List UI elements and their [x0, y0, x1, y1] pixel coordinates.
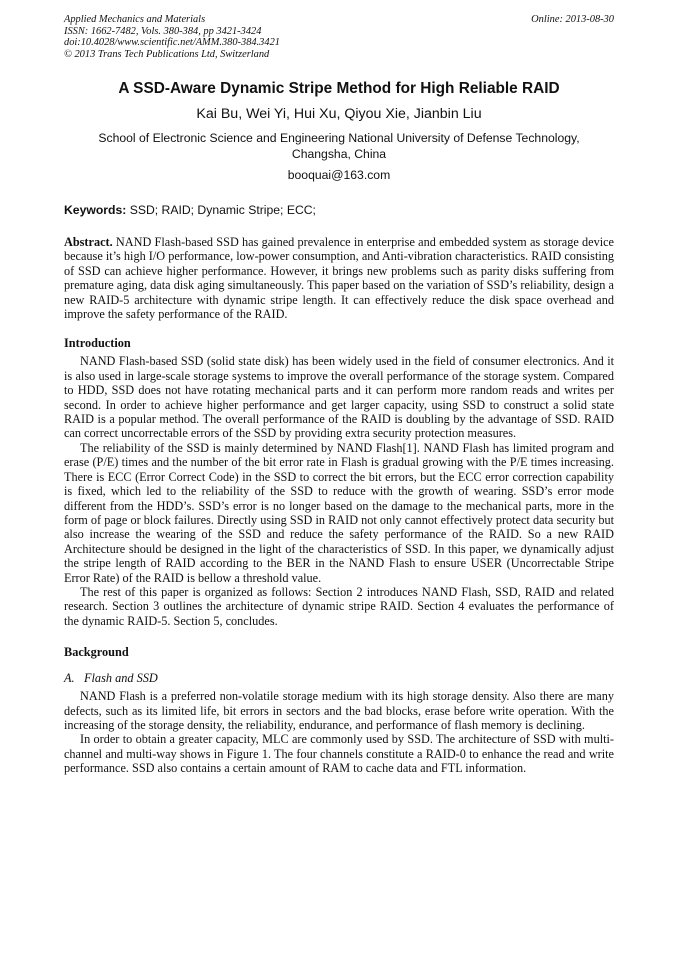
paper-title: A SSD-Aware Dynamic Stripe Method for High Reliable RAID: [118, 80, 560, 97]
affiliation-line-2: Changsha, China: [291, 147, 387, 161]
keywords-text: SSD; RAID; Dynamic Stripe; ECC;: [126, 203, 316, 217]
keywords-label: Keywords:: [64, 203, 127, 217]
online-date: Online: 2013-08-30: [531, 14, 614, 25]
abstract: [64, 235, 614, 321]
header-left: [64, 14, 280, 60]
background-heading: Background: [64, 645, 129, 660]
subsection-title: Flash and SSD: [84, 671, 158, 686]
header-meta: [64, 14, 614, 60]
author-email: booquai@163.com: [287, 168, 391, 182]
issn: ISSN: 1662-7482, Vols. 380-384, pp 3421-3424: [64, 25, 262, 37]
affiliation: [64, 130, 614, 162]
author-list: Kai Bu, Wei Yi, Hui Xu, Qiyou Xie, Jianbin Liu: [196, 106, 482, 122]
intro-paragraph: The rest of this paper is organized as follows: Section 2 introduces NAND Flash, SSD, RAID and related research. Section 3 outlines the architecture of dynamic stripe RAID. Section 4 evaluates the performance of the dynamic RAID-5. Section 5, concludes.: [64, 584, 614, 628]
abstract-label: Abstract.: [64, 235, 113, 249]
journal-name: Applied Mechanics and Materials: [64, 14, 206, 25]
background-paragraph: NAND Flash is a preferred non-volatile storage medium with its high storage density. Also there are many defects, such as its limited life, bit errors in sectors and the bad blocks, erase before write operation. With the increasing of the storage density, the reliability, endurance, and performance of flash memory is declining.: [64, 689, 614, 732]
intro-paragraph: The reliability of the SSD is mainly determined by NAND Flash[1]. NAND Flash has limited program and erase (P/E) times and the number of the bit error rate in Flash is gradual growing with the P/E times increasing. There is ECC (Error Correct Code) in the SSD to correct the bit errors, but the ECC error correction capability is fixed, which led to the reliability of the SSD to reduce with the growth of wearing. SSD’s error mode different from the HDD’s. SSD’s error is no longer based on the damage to the mechanical parts, more in the form of page or block failures. Directly using SSD in RAID not only cannot effectively protect data security but also increase the wearing of the SSD and reduce the safety performance of the RAID. So a new RAID Architecture should be designed in the light of the characteristics of SSD. In this paper, we dynamically adjust the stripe length of RAID according to the BER in the NAND Flash to ensure USER (Uncorrectable Stripe Error Rate) of the RAID is bellow a threshold value.: [64, 440, 614, 585]
intro-paragraph: NAND Flash-based SSD (solid state disk) has been widely used in the field of consumer electronics. And it is also used in large-scale storage systems to improve the overall performance of the storage system. Compared to HDD, SSD does not have rotating mechanical parts and it can perform more random reads and writes per second. In order to achieve higher performance and get larger capacity, using SSD to construct a solid state RAID is a popular method. The overall performance of the RAID is doubling by the advantage of SSD. RAID can correct uncorrectable errors of the SSD by providing extra security protection measures.: [64, 354, 614, 441]
introduction-heading: Introduction: [64, 336, 131, 351]
subsection-label: A.: [64, 671, 75, 686]
subsection-heading: [64, 671, 614, 686]
abstract-text: NAND Flash-based SSD has gained prevalence in enterprise and embedded system as storage device because it’s high I/O performance, low-power consumption, and Anti-vibration characteristics. RAID consisting of SSD can achieve higher performance. However, it brings new problems such as parity disks suffering from premature aging, data disk aging simultaneously. This paper based on the variation of SSD’s reliability, design a new RAID-5 architecture with dynamic stripe length. It can effectively reduce the disk space overhead and improve the safety performance of the RAID.: [64, 235, 614, 322]
background-paragraph: In order to obtain a greater capacity, MLC are commonly used by SSD. The architecture of SSD with multi-channel and multi-way shows in Figure 1. The four channels constitute a RAID-0 to enhance the read and write performance. SSD also contains a certain amount of RAM to cache data and FTL information.: [64, 732, 614, 776]
doi: doi:10.4028/www.scientific.net/AMM.380-384.3421: [64, 37, 280, 48]
copyright: © 2013 Trans Tech Publications Ltd, Switzerland: [64, 48, 270, 60]
affiliation-line-1: School of Electronic Science and Engineering National University of Defense Technology,: [98, 131, 580, 145]
keywords: [64, 202, 614, 218]
